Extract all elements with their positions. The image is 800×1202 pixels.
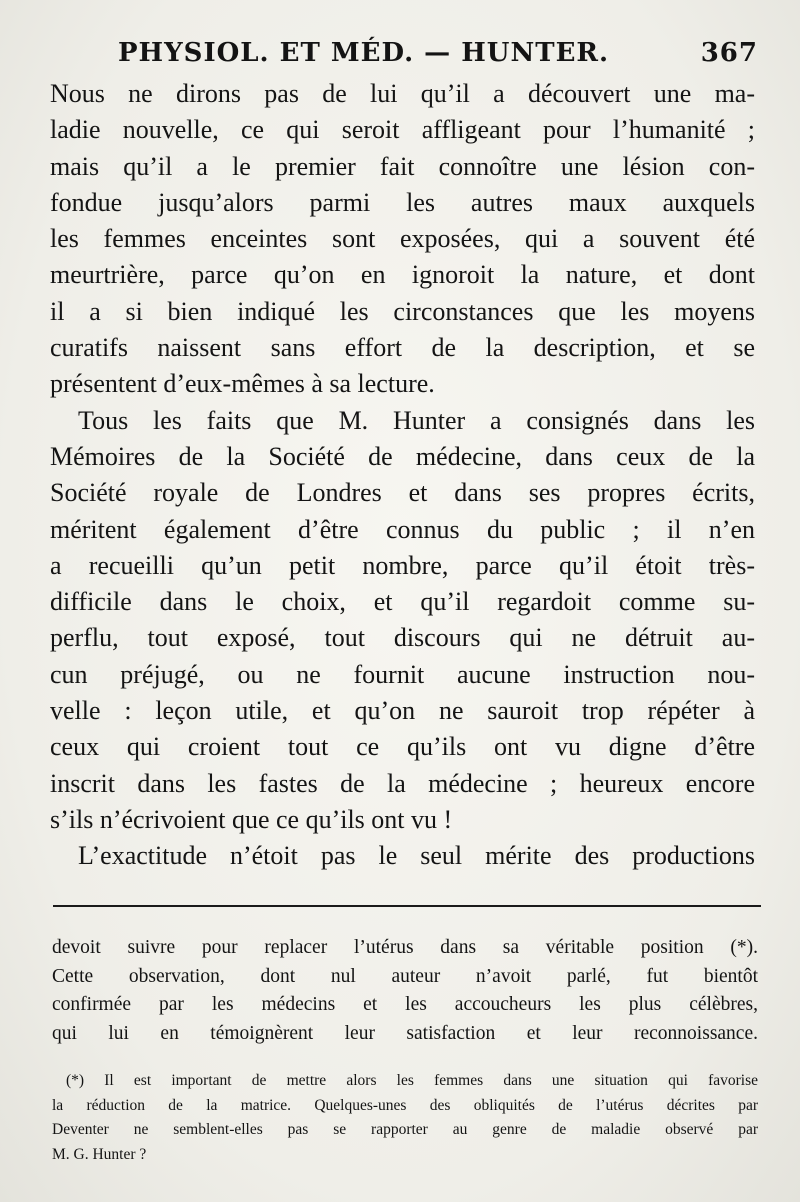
running-header (118, 38, 758, 74)
main-text (50, 76, 755, 875)
running-title: PHYSIOL. ET MÉD. — HUNTER. (118, 38, 610, 68)
footnote (52, 1069, 758, 1168)
text-line: cun préjugé, ou ne fournit aucune instruction nou- (50, 659, 755, 689)
footer-line: devoit suivre pour replacer l’utérus dans sa véritable position (*). (52, 937, 758, 958)
footer-line: Cette observation, dont nul auteur n’avoit parlé, fut bientôt (52, 965, 758, 987)
text-line: a recueilli qu’un petit nombre, parce qu’il étoit très- (50, 550, 755, 580)
text-line: Société royale de Londres et dans ses propres écrits, (50, 478, 755, 508)
footer-line: qui lui en témoignèrent leur satisfaction et leur reconnoissance. (52, 1022, 758, 1044)
text-line: L’exactitude n’étoit pas le seul mérite des productions (78, 841, 755, 871)
text-line: difficile dans le choix, et qu’il regardoit comme su- (50, 587, 755, 617)
text-line: meurtrière, parce qu’on en ignoroit la nature, et dont (50, 260, 755, 290)
text-line: Tous les faits que M. Hunter a consignés dans les (78, 405, 755, 435)
footnote-line: Deventer ne semblent-elles pas se rapporter au genre de maladie observé par (52, 1121, 758, 1139)
text-line: curatifs naissent sans effort de la description, et se (50, 333, 755, 363)
text-line: présentent d’eux-mêmes à sa lecture. (50, 369, 435, 399)
footer-line: confirmée par les médecins et les accoucheurs les plus célèbres, (52, 994, 758, 1016)
text-line: Mémoires de la Société de médecine, dans ceux de la (50, 441, 755, 471)
text-line: s’ils n’écrivoient que ce qu’ils ont vu ! (50, 804, 453, 834)
page-number: 367 (700, 38, 758, 68)
text-line: fondue jusqu’alors parmi les autres maux auxquels (50, 187, 755, 217)
footer-text (52, 934, 758, 1048)
text-line: ladie nouvelle, ce qui seroit affligeant pour l’humanité ; (50, 115, 755, 145)
footnote-line: M. G. Hunter ? (52, 1146, 147, 1164)
footnote-line: (*) Il est important de mettre alors les femmes dans une situation qui favorise (66, 1072, 758, 1089)
footnote-divider (53, 905, 761, 907)
text-line: ceux qui croient tout ce qu’ils ont vu digne d’être (50, 732, 755, 762)
text-line: mais qu’il a le premier fait connoître une lésion con- (50, 151, 755, 181)
text-line: inscrit dans les fastes de la médecine ; heureux encore (50, 768, 755, 798)
text-line: méritent également d’être connus du public ; il n’en (50, 514, 755, 544)
text-line: velle : leçon utile, et qu’on ne sauroit trop répéter à (50, 696, 755, 726)
text-line: Nous ne dirons pas de lui qu’il a découvert une ma- (50, 79, 755, 108)
footnote-line: la réduction de la matrice. Quelques-unes des obliquités de l’utérus décrites par (52, 1096, 758, 1114)
text-line: il a si bien indiqué les circonstances que les moyens (50, 296, 755, 326)
text-line: les femmes enceintes sont exposées, qui a souvent été (50, 224, 755, 254)
text-line: perflu, tout exposé, tout discours qui ne détruit au- (50, 623, 755, 653)
